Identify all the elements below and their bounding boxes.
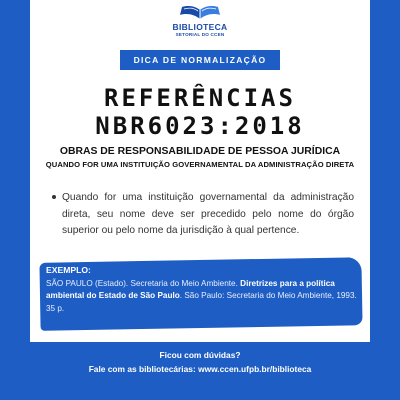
page-title-line2: NBR6023:2018 [95,112,305,140]
rule-text: Quando for uma instituição governamental da administração direta, seu nome deve ser precedido pelo nome do órgão superior ou pelo nome da jurisdição à qual pertence. [62,192,354,236]
example-citation-title: Diretrizes para a política ambiental do Estado de São Paulo [46,278,335,301]
open-book-icon [178,4,222,22]
example-citation-part1: SÃO PAULO (Estado). Secretaria do Meio Ambiente. [46,278,241,288]
logo-subtitle: SETORIAL DO CCEN [175,32,225,37]
example-label: EXEMPLO: [46,265,91,275]
footer-contact-link[interactable]: Fale com as bibliotecárias: www.ccen.ufpb.br/biblioteca [88,364,312,374]
page-title-line1: REFERÊNCIAS [104,84,296,112]
example-block [46,264,362,315]
bullet-icon [52,195,56,199]
library-logo [150,4,250,44]
tip-banner: DICA DE NORMALIZAÇÃO [120,50,280,70]
subtitle-secondary: QUANDO FOR UMA INSTITUIÇÃO GOVERNAMENTAL DA ADMINISTRAÇÃO DIRETA [45,160,355,169]
logo-title: BIBLIOTECA [172,22,228,32]
example-citation-part2: . São Paulo: Secretaria do Meio Ambiente, 1993. 35 p. [46,291,357,313]
footer [0,342,400,400]
subtitle-primary: OBRAS DE RESPONSABILIDADE DE PESSOA JURÍDICA [59,146,341,157]
rule-bullet [52,190,354,240]
footer-question: Ficou com dúvidas? [159,350,241,360]
